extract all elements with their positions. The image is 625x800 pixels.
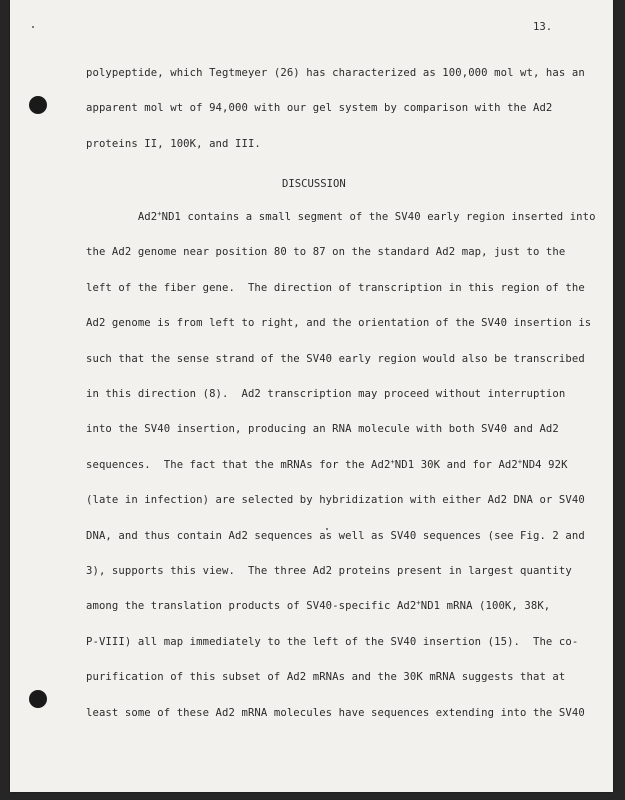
- text-run: DNA, and thus contain Ad2 sequences as well as SV40 sequences (see Fig. 2 and: [86, 530, 585, 542]
- text-line: [86, 353, 585, 365]
- superscript: +: [157, 210, 162, 218]
- text-line: [86, 565, 572, 577]
- text-line: [86, 707, 585, 719]
- text-line: [86, 317, 591, 329]
- text-run: such that the sense strand of the SV40 early region would also be transcribed: [86, 353, 585, 365]
- text-run: in this direction (8). Ad2 transcription may proceed without interruption: [86, 388, 566, 400]
- text-run: left of the fiber gene. The direction of transcription in this region of the: [86, 282, 585, 294]
- text-line: [86, 636, 578, 648]
- superscript: +: [517, 458, 523, 466]
- text-line: [86, 423, 559, 435]
- text-run: the Ad2 genome near position 80 to 87 on the standard Ad2 map, just to the: [86, 246, 566, 258]
- text-line: [86, 530, 585, 542]
- text-run: among the translation products of SV40-specific Ad2: [86, 600, 417, 612]
- text-line: [86, 388, 565, 400]
- text-run: into the SV40 insertion, producing an RNA molecule with both SV40 and Ad2: [86, 423, 559, 435]
- text-run: ND1 30K and for Ad2: [394, 459, 518, 471]
- text-line: [86, 459, 568, 471]
- text-run: 3), supports this view. The three Ad2 proteins present in largest quantity: [86, 565, 572, 577]
- text-line: [86, 282, 585, 294]
- punch-hole-bottom: [29, 690, 47, 708]
- page-number: 13.: [533, 21, 553, 33]
- text-run: P-VIII) all map immediately to the left of the SV40 insertion (15). The co-: [86, 636, 579, 648]
- punch-hole-top: [29, 96, 47, 114]
- text-run: (late in infection) are selected by hybridization with either Ad2 DNA or SV40: [86, 494, 585, 506]
- section-heading: DISCUSSION: [282, 178, 346, 190]
- superscript: +: [416, 599, 421, 607]
- text-run: Ad2 genome is from left to right, and the orientation of the SV40 insertion is: [86, 317, 592, 329]
- text-run: purification of this subset of Ad2 mRNAs and the 30K mRNA suggests that at: [86, 671, 566, 683]
- text-run: least some of these Ad2 mRNA molecules have sequences extending into the SV40: [86, 707, 585, 719]
- text-line: [86, 600, 550, 612]
- text-line: proteins II, 100K, and III.: [86, 138, 261, 150]
- text-line: [86, 671, 565, 683]
- text-line: apparent mol wt of 94,000 with our gel system by comparison with the Ad2: [86, 102, 553, 114]
- text-line: [86, 246, 565, 258]
- text-run: ND1 mRNA (100K, 38K,: [420, 600, 551, 612]
- paper-speck: [32, 26, 34, 28]
- document-page: [10, 0, 613, 792]
- text-line: [86, 494, 585, 506]
- text-run: sequences. The fact that the mRNAs for the Ad2: [86, 459, 391, 471]
- text-line: [86, 211, 596, 223]
- text-run: Ad2: [86, 211, 158, 223]
- text-run: ND1 contains a small segment of the SV40 early region inserted into: [161, 211, 596, 223]
- text-line: polypeptide, which Tegtmeyer (26) has characterized as 100,000 mol wt, has an: [86, 67, 585, 79]
- text-run: ND4 92K: [522, 459, 568, 471]
- superscript: +: [390, 458, 395, 466]
